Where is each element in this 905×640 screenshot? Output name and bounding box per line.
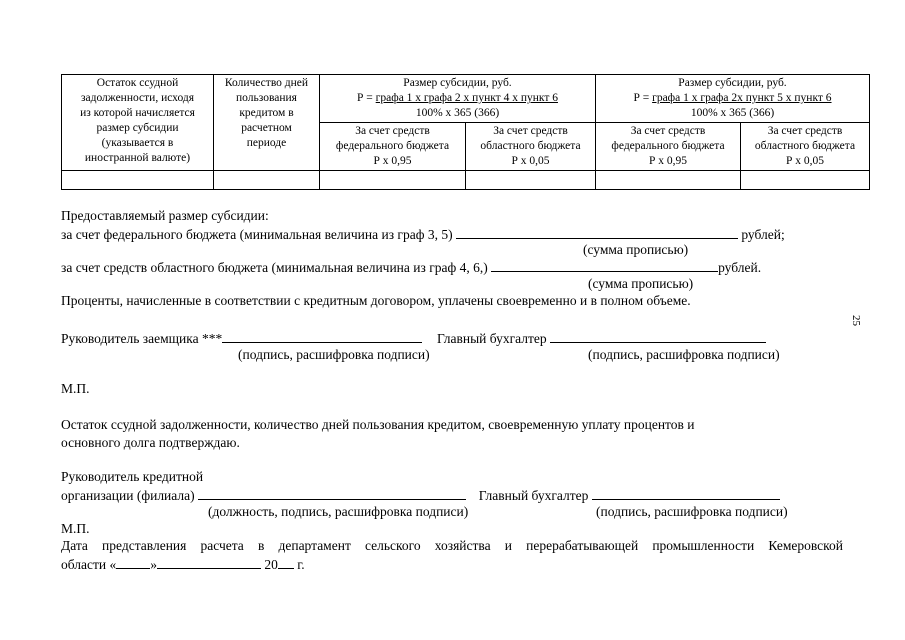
header-g1-regional: За счет средств областного бюджета Р х 0,05	[466, 123, 596, 171]
credit-accountant-signature-field[interactable]	[592, 486, 780, 500]
header-g2-regional: За счет средств областного бюджета Р х 0,05	[741, 123, 870, 171]
table-cell[interactable]	[596, 171, 741, 190]
subsidy-table	[61, 74, 870, 190]
date-line-1: Дата представления расчета в департамент сельского хозяйства и перерабатывающей промышленности Кемеровской	[61, 538, 843, 553]
header-days-count: Количество дней пользования кредитом в расчетном периоде	[214, 75, 320, 171]
regional-amount-field[interactable]	[491, 258, 718, 272]
amount-words-caption-2: (сумма прописью)	[588, 276, 694, 291]
header-loan-balance: Остаток ссудной задолженности, исходя из которой начисляется размер субсидии (указывается в иностранной валюте)	[62, 75, 214, 171]
header-g1-federal: За счет средств федерального бюджета Р х 0,95	[320, 123, 466, 171]
interest-statement: Проценты, начисленные в соответствии с кредитным договором, уплачены своевременно и в полном объеме.	[61, 293, 691, 308]
date-line-2: области « » 20 г.	[61, 557, 305, 572]
federal-line: за счет федерального бюджета (минимальная величина из граф 3, 5) рублей;	[61, 227, 785, 242]
credit-head-line-1: Руководитель кредитной	[61, 469, 204, 484]
table-row	[62, 171, 870, 190]
confirm-line-2: основного долга подтверждаю.	[61, 435, 240, 450]
credit-head-line-2: организации (филиала) Главный бухгалтер	[61, 486, 780, 504]
table-cell[interactable]	[62, 171, 214, 190]
regional-line: за счет средств областного бюджета (минимальная величина из граф 4, 6,) рублей.	[61, 260, 762, 275]
date-year-field[interactable]	[278, 555, 294, 569]
table-cell[interactable]	[466, 171, 596, 190]
stamp-place-1: М.П.	[61, 381, 90, 396]
borrower-signature-line: Руководитель заемщика *** Главный бухгалтер	[61, 329, 766, 347]
table-cell[interactable]	[741, 171, 870, 190]
page-number: 25	[850, 315, 862, 326]
credit-accountant-caption: (подпись, расшифровка подписи)	[596, 504, 788, 519]
header-subsidy-group-2: Размер субсидии, руб. Р = графа 1 х графа 2х пункт 5 х пункт 6 100% х 365 (366)	[596, 75, 870, 123]
borrower-sign-caption: (подпись, расшифровка подписи)	[238, 347, 430, 362]
position-caption: (должность, подпись, расшифровка подписи)	[208, 504, 469, 519]
date-month-field[interactable]	[157, 555, 261, 569]
date-day-field[interactable]	[116, 555, 150, 569]
table-cell[interactable]	[320, 171, 466, 190]
credit-head-signature-field[interactable]	[198, 486, 466, 500]
header-g2-federal: За счет средств федерального бюджета Р х 0,95	[596, 123, 741, 171]
header-subsidy-group-1: Размер субсидии, руб. Р = графа 1 х графа 2 х пункт 4 х пункт 6 100% х 365 (366)	[320, 75, 596, 123]
accountant-sign-caption: (подпись, расшифровка подписи)	[588, 347, 780, 362]
accountant-signature-field[interactable]	[550, 329, 766, 343]
federal-amount-field[interactable]	[456, 225, 738, 239]
amount-words-caption-1: (сумма прописью)	[583, 242, 689, 257]
confirm-line-1: Остаток ссудной задолженности, количество дней пользования кредитом, своевременную уплату процентов и	[61, 417, 695, 432]
stamp-place-2: М.П.	[61, 521, 90, 536]
table-cell[interactable]	[214, 171, 320, 190]
borrower-signature-field[interactable]	[222, 329, 422, 343]
provided-heading: Предоставляемый размер субсидии:	[61, 208, 269, 223]
